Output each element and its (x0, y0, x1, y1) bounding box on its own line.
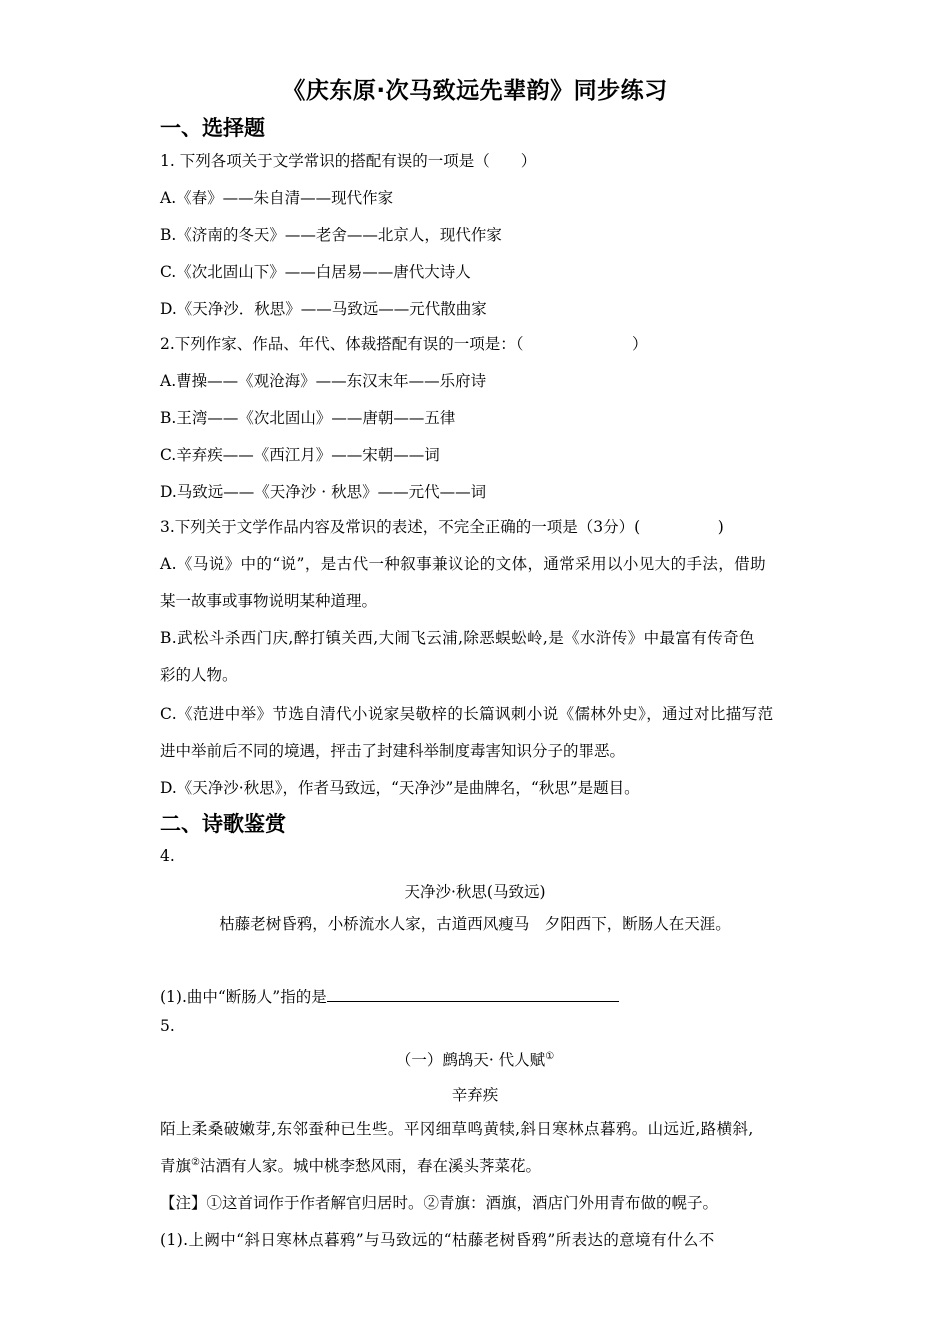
q3-stem: 3.下列关于文学作品内容及常识的表述，不完全正确的一项是（3分）( ) (160, 518, 724, 536)
q3-option-c-line2: 进中举前后不同的境遇，抨击了封建科举制度毒害知识分子的罪恶。 (160, 742, 626, 760)
q4-poem-text: 枯藤老树昏鸦，小桥流水人家，古道西风瘦马 夕阳西下，断肠人在天涯。 (219, 915, 731, 933)
answer-blank[interactable] (327, 987, 619, 1002)
q1-option-a: A.《春》——朱自清——现代作家 (160, 189, 394, 207)
q1-option-d: D.《天净沙．秋思》——马致远——元代散曲家 (160, 300, 487, 318)
q5-annotation: 【注】①这首词作于作者解官归居时。②青旗：酒旗，酒店门外用青布做的幌子。 (160, 1194, 719, 1212)
q1-stem: 1. 下列各项关于文学常识的搭配有误的一项是（ ） (160, 152, 537, 170)
q3-option-c-line1: C.《范进中举》节选自清代小说家吴敬梓的长篇讽刺小说《儒林外史》，通过对比描写范 (160, 705, 774, 723)
q3-option-b-line1: B.武松斗杀西门庆,醉打镇关西,大闹飞云浦,除恶蜈蚣岭,是《水浒传》中最富有传奇色 (160, 629, 755, 647)
q1-option-c: C.《次北固山下》——白居易——唐代大诗人 (160, 263, 471, 281)
q4-poem-title: 天净沙·秋思(马致远) (404, 883, 546, 901)
footnote-marker-1: ① (545, 1050, 555, 1062)
q4-number: 4. (160, 847, 175, 865)
q5-poem-line-2-end: 沽酒有人家。城中桃李愁风雨，春在溪头荠菜花。 (199, 1157, 541, 1175)
q5-poem-title: （一）鹧鸪天· 代人赋 (395, 1051, 546, 1069)
q2-option-a: A.曹操——《观沧海》——东汉末年——乐府诗 (160, 372, 487, 390)
q3-option-d: D.《天净沙·秋思》，作者马致远，“天净沙”是曲牌名，“秋思”是题目。 (160, 779, 640, 797)
q5-poem-author: 辛弃疾 (451, 1086, 499, 1104)
q3-option-b-line2: 彩的人物。 (160, 666, 238, 684)
q1-option-b: B.《济南的冬天》——老舍——北京人，现代作家 (160, 226, 502, 244)
q4-subquestion-1-text: (1).曲中“断肠人”指的是 (160, 988, 327, 1006)
q3-option-a-line2: 某一故事或事物说明某种道理。 (160, 592, 378, 610)
q2-stem: 2.下列作家、作品、年代、体裁搭配有误的一项是：（ ） (160, 335, 648, 353)
q5-poem-line-2 (160, 1154, 541, 1176)
q2-option-d: D.马致远——《天净沙 · 秋思》——元代——词 (160, 483, 487, 501)
page-title: 《庆东原·次马致远先辈韵》同步练习 (282, 78, 668, 104)
q5-poem-line-1: 陌上柔桑破嫩芽,东邻蚕种已生些。平冈细草鸣黄犊,斜日寒林点暮鸦。山远近,路横斜, (160, 1120, 754, 1138)
q5-number: 5. (160, 1017, 175, 1035)
q2-option-c: C.辛弃疾——《西江月》——宋朝——词 (160, 446, 440, 464)
q5-poem-line-2-start: 青旗 (160, 1157, 192, 1175)
footnote-marker-2: ② (191, 1156, 200, 1168)
q2-option-b: B.王湾——《次北固山》——唐朝——五律 (160, 409, 456, 427)
q3-option-a-line1: A.《马说》中的“说”，是古代一种叙事兼议论的文体，通常采用以小见大的手法，借助 (160, 555, 766, 573)
q4-subquestion-1 (160, 985, 619, 1007)
q5-subquestion-1: (1).上阙中“斜日寒林点暮鸦”与马致远的“枯藤老树昏鸦”所表达的意境有什么不 (160, 1231, 715, 1249)
section-heading-poetry: 二、诗歌鉴赏 (160, 812, 286, 836)
q5-poem-title-line (0, 1048, 950, 1070)
section-heading-choice: 一、选择题 (160, 116, 265, 140)
